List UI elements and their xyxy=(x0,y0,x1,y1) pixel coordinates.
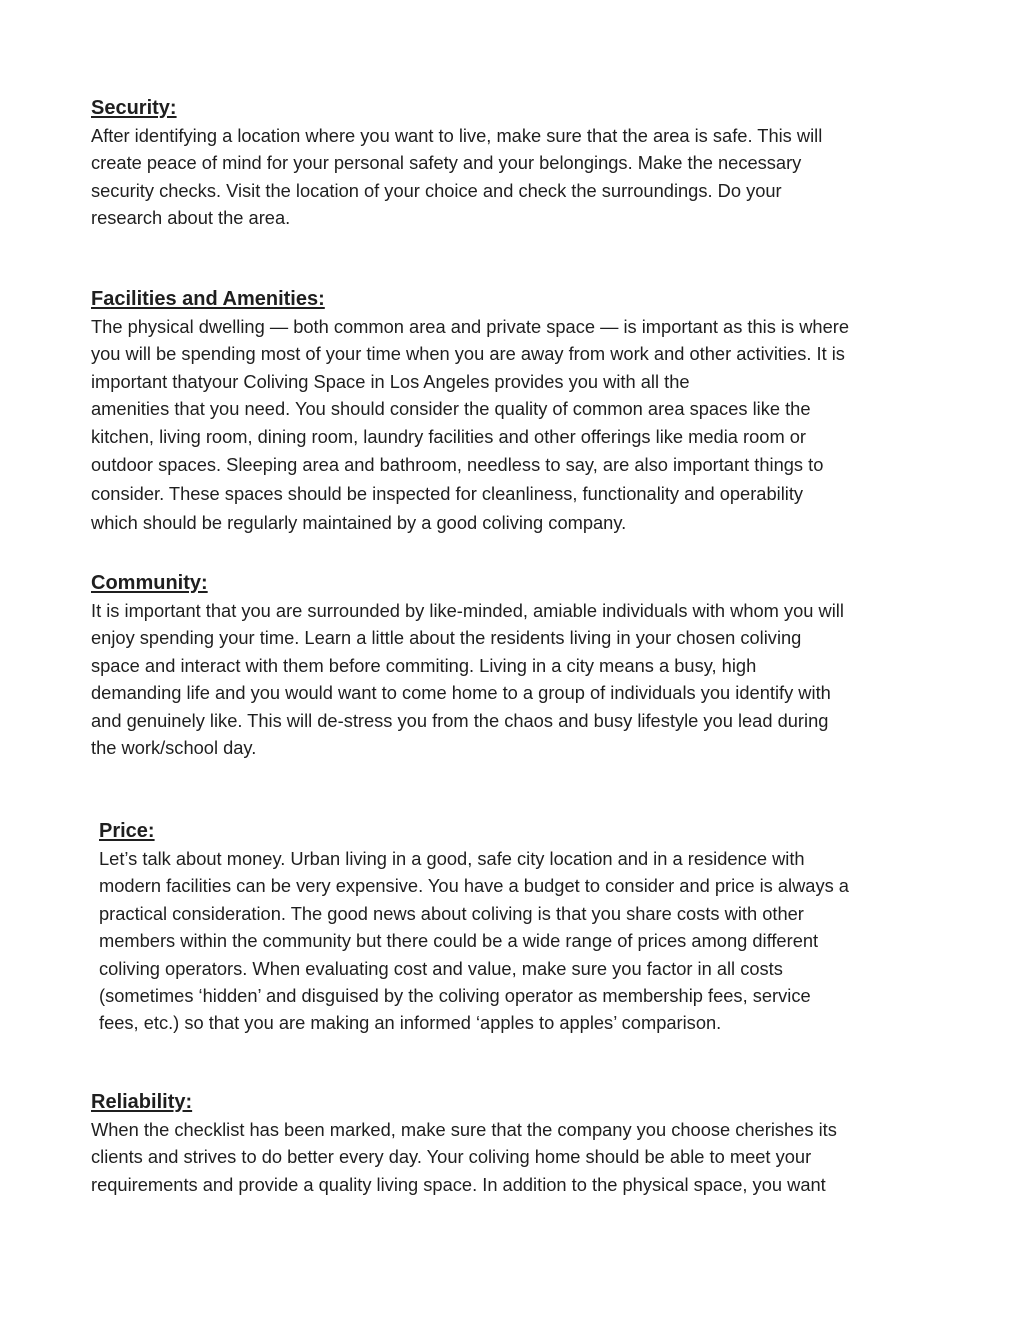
text-line: you will be spending most of your time when you are away from work and other activities. It is xyxy=(91,343,845,365)
text-line: enjoy spending your time. Learn a little about the residents living in your chosen coliving xyxy=(91,627,802,649)
section-community xyxy=(91,571,936,761)
text-line: fees, etc.) so that you are making an informed ‘apples to apples’ comparison. xyxy=(99,1012,722,1034)
text-line: coliving operators. When evaluating cost and value, make sure you factor in all costs xyxy=(99,957,783,979)
text-line: The physical dwelling — both common area and private space — is important as this is where xyxy=(91,316,850,337)
text-line: amenities that you need. You should consider the quality of common area spaces like the xyxy=(91,398,811,420)
heading-facilities-and-amenities: Facilities and Amenities: xyxy=(91,288,325,310)
text-line: create peace of mind for your personal safety and your belongings. Make the necessary xyxy=(91,152,802,174)
text-line: outdoor spaces. Sleeping area and bathroom, needless to say, are also important things to xyxy=(91,454,824,476)
text-line: modern facilities can be very expensive. You have a budget to consider and price is always a xyxy=(99,875,849,897)
heading-price: Price: xyxy=(99,820,155,842)
text-line: requirements and provide a quality living space. In addition to the physical space, you want xyxy=(91,1173,826,1195)
text-line: practical consideration. The good news about coliving is that you share costs with other xyxy=(99,902,804,924)
text-line: members within the community but there could be a wide range of prices among different xyxy=(99,930,819,952)
text-line: the work/school day. xyxy=(91,737,257,759)
section-facilities-and-amenities xyxy=(91,287,936,537)
text-line: important thatyour Coliving Space in Los Angeles provides you with all the xyxy=(91,370,690,392)
heading-community: Community: xyxy=(91,572,208,594)
text-line: When the checklist has been marked, make sure that the company you choose cherishes its xyxy=(91,1119,837,1140)
section-price xyxy=(99,819,939,1037)
paragraph-community xyxy=(91,597,936,761)
text-line: kitchen, living room, dining room, laundry facilities and other offerings like media room or xyxy=(91,425,807,447)
text-line: clients and strives to do better every day. Your coliving home should be able to meet your xyxy=(91,1146,812,1168)
text-line: It is important that you are surrounded by like-minded, amiable individuals with whom you will xyxy=(91,600,844,621)
text-line: Let’s talk about money. Urban living in a good, safe city location and in a residence with xyxy=(99,848,805,869)
section-security xyxy=(91,96,936,232)
text-line: After identifying a location where you want to live, make sure that the area is safe. This will xyxy=(91,125,823,146)
text-line: space and interact with them before commiting. Living in a city means a busy, high xyxy=(91,654,757,676)
text-line: (sometimes ‘hidden’ and disguised by the coliving operator as membership fees, service xyxy=(99,985,811,1007)
text-line: consider. These spaces should be inspected for cleanliness, functionality and operability xyxy=(91,483,804,505)
paragraph-security xyxy=(91,122,936,232)
text-line: and genuinely like. This will de-stress you from the chaos and busy lifestyle you lead during xyxy=(91,709,829,731)
text-line: research about the area. xyxy=(91,207,291,229)
text-line: which should be regularly maintained by a good coliving company. xyxy=(91,512,627,534)
paragraph-reliability xyxy=(91,1116,936,1198)
paragraph-price xyxy=(99,845,939,1037)
heading-security: Security: xyxy=(91,97,177,119)
paragraph-facilities-and-amenities xyxy=(91,313,936,537)
text-line: demanding life and you would want to come home to a group of individuals you identify with xyxy=(91,682,831,704)
text-line: security checks. Visit the location of your choice and check the surroundings. Do your xyxy=(91,179,782,201)
heading-reliability: Reliability: xyxy=(91,1091,193,1113)
section-reliability xyxy=(91,1090,936,1198)
